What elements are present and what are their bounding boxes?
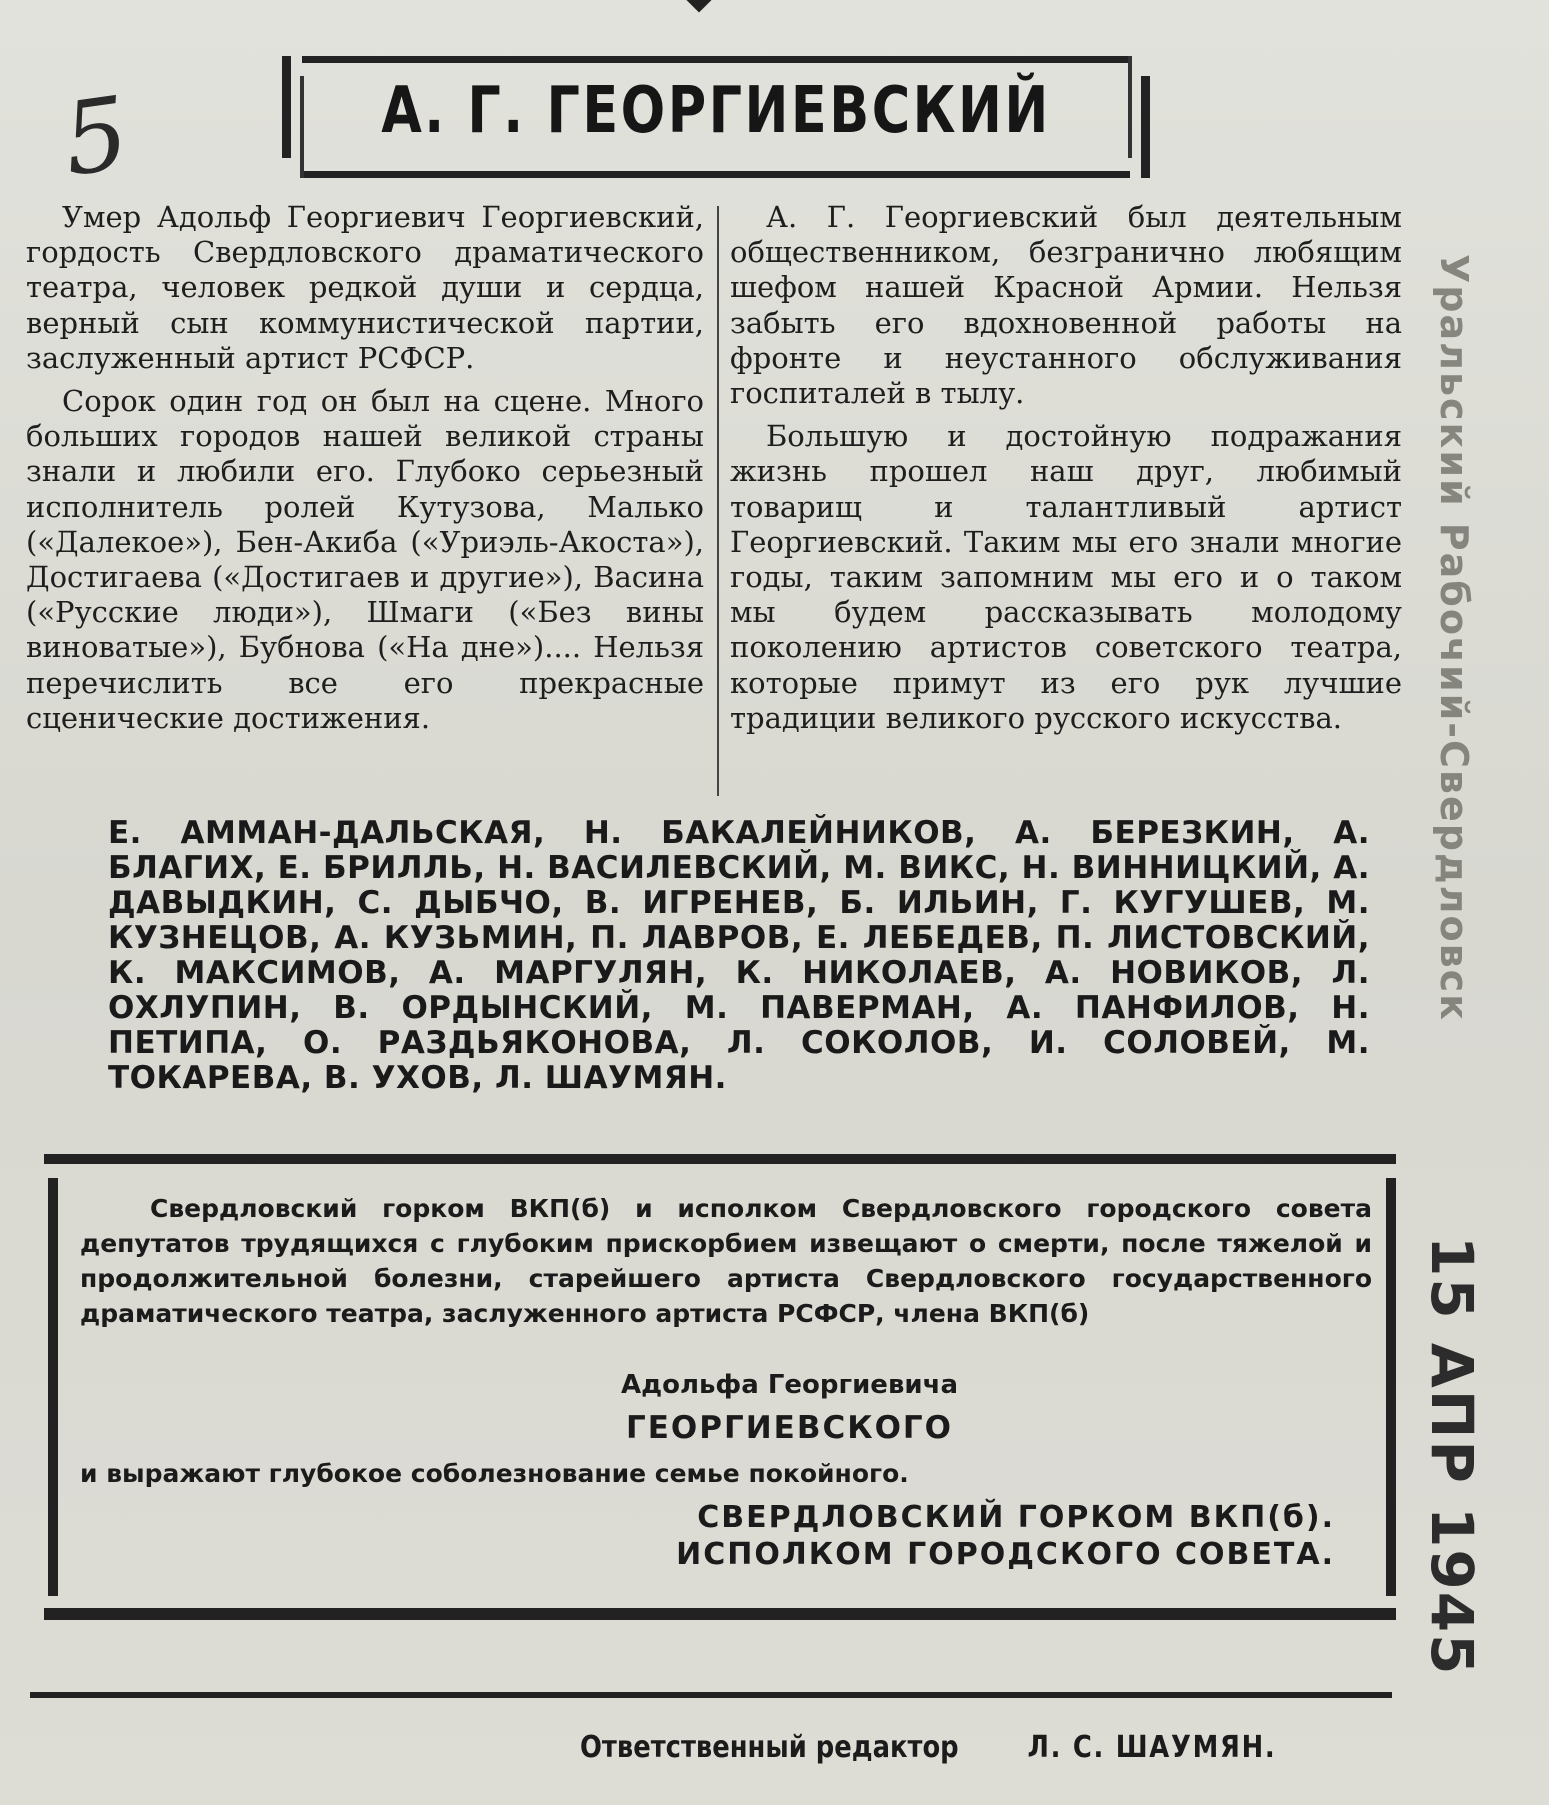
date-stamp: 15 АПР 1945 — [1418, 1236, 1486, 1677]
bottom-divider — [30, 1692, 1392, 1698]
editor-name: Л. С. ШАУМЯН. — [1027, 1730, 1277, 1765]
top-ornament — [683, 0, 714, 13]
title-frame — [282, 56, 1150, 178]
page-title: А. Г. ГЕОРГИЕВСКИЙ — [381, 74, 1051, 148]
signatories-list: Е. АММАН-ДАЛЬСКАЯ, Н. БАКАЛЕЙНИКОВ, А. БЕРЕЗКИН, А. БЛАГИХ, Е. БРИЛЛЬ, Н. ВАСИЛЕВСКИЙ, М. ВИКС, Н. ВИННИЦКИЙ, А. ДАВЫДКИН, С. ДЫБЧО, В. ИГРЕНЕВ, Б. ИЛЬИН, Г. КУГУШЕВ, М. КУЗНЕЦОВ, А. КУЗЬМИН, П. ЛАВРОВ, Е. ЛЕБЕДЕВ, П. ЛИСТОВСКИЙ, К. МАКСИМОВ, А. МАРГУЛЯН, К. НИКОЛАЕВ, А. НОВИКОВ, Л. ОХЛУПИН, В. ОРДЫНСКИЙ, М. ПАВЕРМАН, А. ПАНФИЛОВ, Н. ПЕТИПА, О. РАЗДЬЯКОНОВА, Л. СОКОЛОВ, И. СОЛОВЕЙ, М. ТОКАРЕВА, В. УХОВ, Л. ШАУМЯН. — [108, 815, 1370, 1096]
announcement-signature: СВЕРДЛОВСКИЙ ГОРКОМ ВКП(б). — [697, 1500, 1335, 1535]
paragraph: Большую и достойную подражания жизнь прошел наш друг, любимый товарищ и талантливый артист Георгиевский. Таким мы его знали многие годы, таким запомним мы его и о таком мы будем рассказывать молодому поколению артистов советского театра, которые примут из его рук лучшие традиции великого русского искусства. — [730, 419, 1402, 735]
paragraph: Умер Адольф Георгиевич Георгиевский, гордость Свердловского драматического театра, человек редкой души и сердца, верный сын коммунистической партии, заслуженный артист РСФСР. — [26, 200, 704, 375]
paragraph: А. Г. Георгиевский был деятельным общественником, безгранично любящим шефом нашей Красной Армии. Нельзя забыть его вдохновенной работы на фронте и неустанного обслуживания госпиталей в тылу. — [730, 200, 1402, 411]
announcement-closing: и выражают глубокое соболезнование семье покойного. — [80, 1459, 909, 1488]
column-divider — [717, 206, 719, 796]
announcement-signature: ИСПОЛКОМ ГОРОДСКОГО СОВЕТА. — [676, 1537, 1335, 1572]
deceased-given-name: Адольфа Георгиевича — [620, 1370, 959, 1400]
obituary-right-column — [730, 200, 1402, 744]
obituary-left-column — [26, 200, 704, 744]
newspaper-stamp: Уральский Рабочий-Свердловск — [1432, 254, 1476, 1022]
paragraph: Сорок один год он был на сцене. Много больших городов нашей великой страны знали и любили его. Глубоко серьезный исполнитель ролей Кутузова, Малько («Далекое»), Бен-Акиба («Уриэль-Акоста»), Достигаева («Достигаев и другие»), Васина («Русские люди»), Шмаги («Без вины виноватые»), Бубнова («На дне»).... Нельзя перечислить все его прекрасные сценические достижения. — [26, 384, 704, 735]
handwritten-number: 5 — [56, 74, 136, 199]
editor-label: Ответственный редактор — [580, 1730, 959, 1765]
announcement-body: Свердловский горком ВКП(б) и исполком Свердловского городского совета депутатов трудящихся с глубоким прискорбием извещают о смерти, после тяжелой и продолжительной болезни, старейшего артиста Свердловского государственного драматического театра, заслуженного артиста РСФСР, члена ВКП(б) — [80, 1194, 1372, 1328]
deceased-surname: ГЕОРГИЕВСКОГО — [625, 1410, 954, 1446]
editor-credit — [580, 1730, 1276, 1765]
